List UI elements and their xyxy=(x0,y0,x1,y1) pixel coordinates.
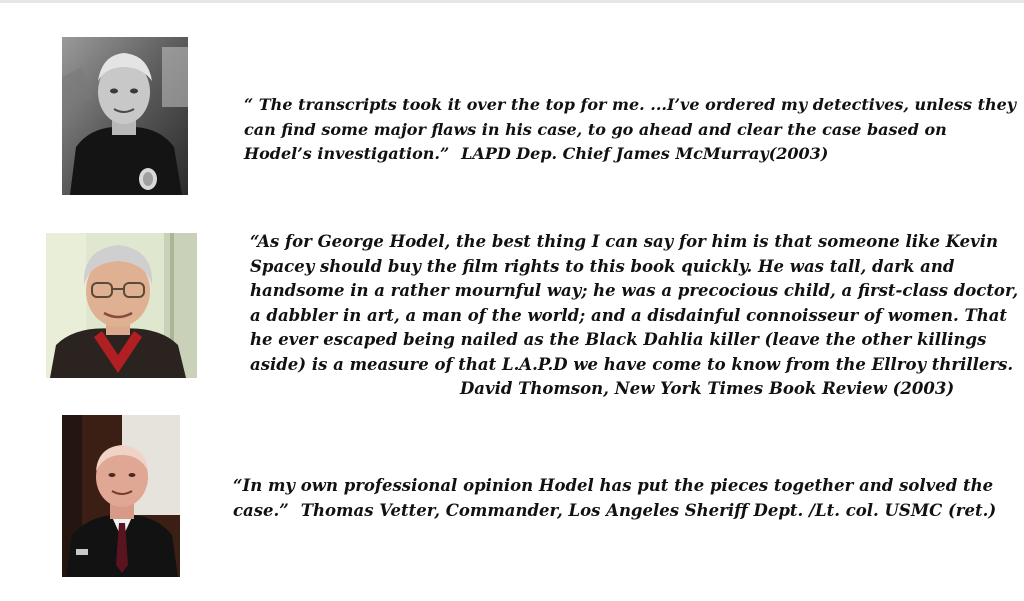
portrait-police-chief-photo xyxy=(62,37,188,195)
testimonial-quote-1 xyxy=(244,93,1016,167)
testimonial-attribution-1: LAPD Dep. Chief James McMurray(2003) xyxy=(461,144,829,163)
portrait-critic-icon xyxy=(46,233,197,378)
quote-line: a dabbler in art, a man of the world; and a disdainful connoisseur of women. That xyxy=(250,305,1008,325)
portrait-critic-photo xyxy=(46,233,197,378)
quote-line: Spacey should buy the film rights to this book quickly. He was tall, dark and xyxy=(250,256,955,276)
testimonial-attribution-2: David Thomson, New York Times Book Review (2003) xyxy=(460,379,955,398)
quote-line-with-attribution xyxy=(233,499,996,524)
portrait-sheriff-commander-icon xyxy=(62,415,180,577)
testimonial-attribution-3: Thomas Vetter, Commander, Los Angeles Sheriff Dept. /Lt. col. USMC (ret.) xyxy=(300,500,997,520)
testimonial-quote-2 xyxy=(250,230,1018,402)
quote-line: Hodel’s investigation.” xyxy=(244,144,450,163)
quote-line: he ever escaped being nailed as the Black Dahlia killer (leave the other killings xyxy=(250,330,987,349)
quote-line: “ The transcripts took it over the top for me. ...I’ve ordered my detectives, unless they xyxy=(244,95,1017,114)
quote-line: “In my own professional opinion Hodel has put the pieces together and solved the xyxy=(233,476,994,495)
quote-line: “As for George Hodel, the best thing I can say for him is that someone like Kevin xyxy=(250,232,999,251)
quote-line: can find some major flaws in his case, to go ahead and clear the case based on xyxy=(244,119,947,139)
quote-line-with-attribution xyxy=(244,142,1016,167)
quote-line: aside) is a measure of that L.A.P.D we have come to know from the Ellroy thrillers. xyxy=(250,354,1014,374)
top-divider xyxy=(0,0,1024,3)
portrait-police-chief-icon xyxy=(62,37,188,195)
quote-line: handsome in a rather mournful way; he was a precocious child, a first-class doctor, xyxy=(250,281,1019,300)
quote-line: case.” xyxy=(233,500,289,520)
portrait-sheriff-commander-photo xyxy=(62,415,180,577)
testimonial-quote-3 xyxy=(233,474,996,523)
